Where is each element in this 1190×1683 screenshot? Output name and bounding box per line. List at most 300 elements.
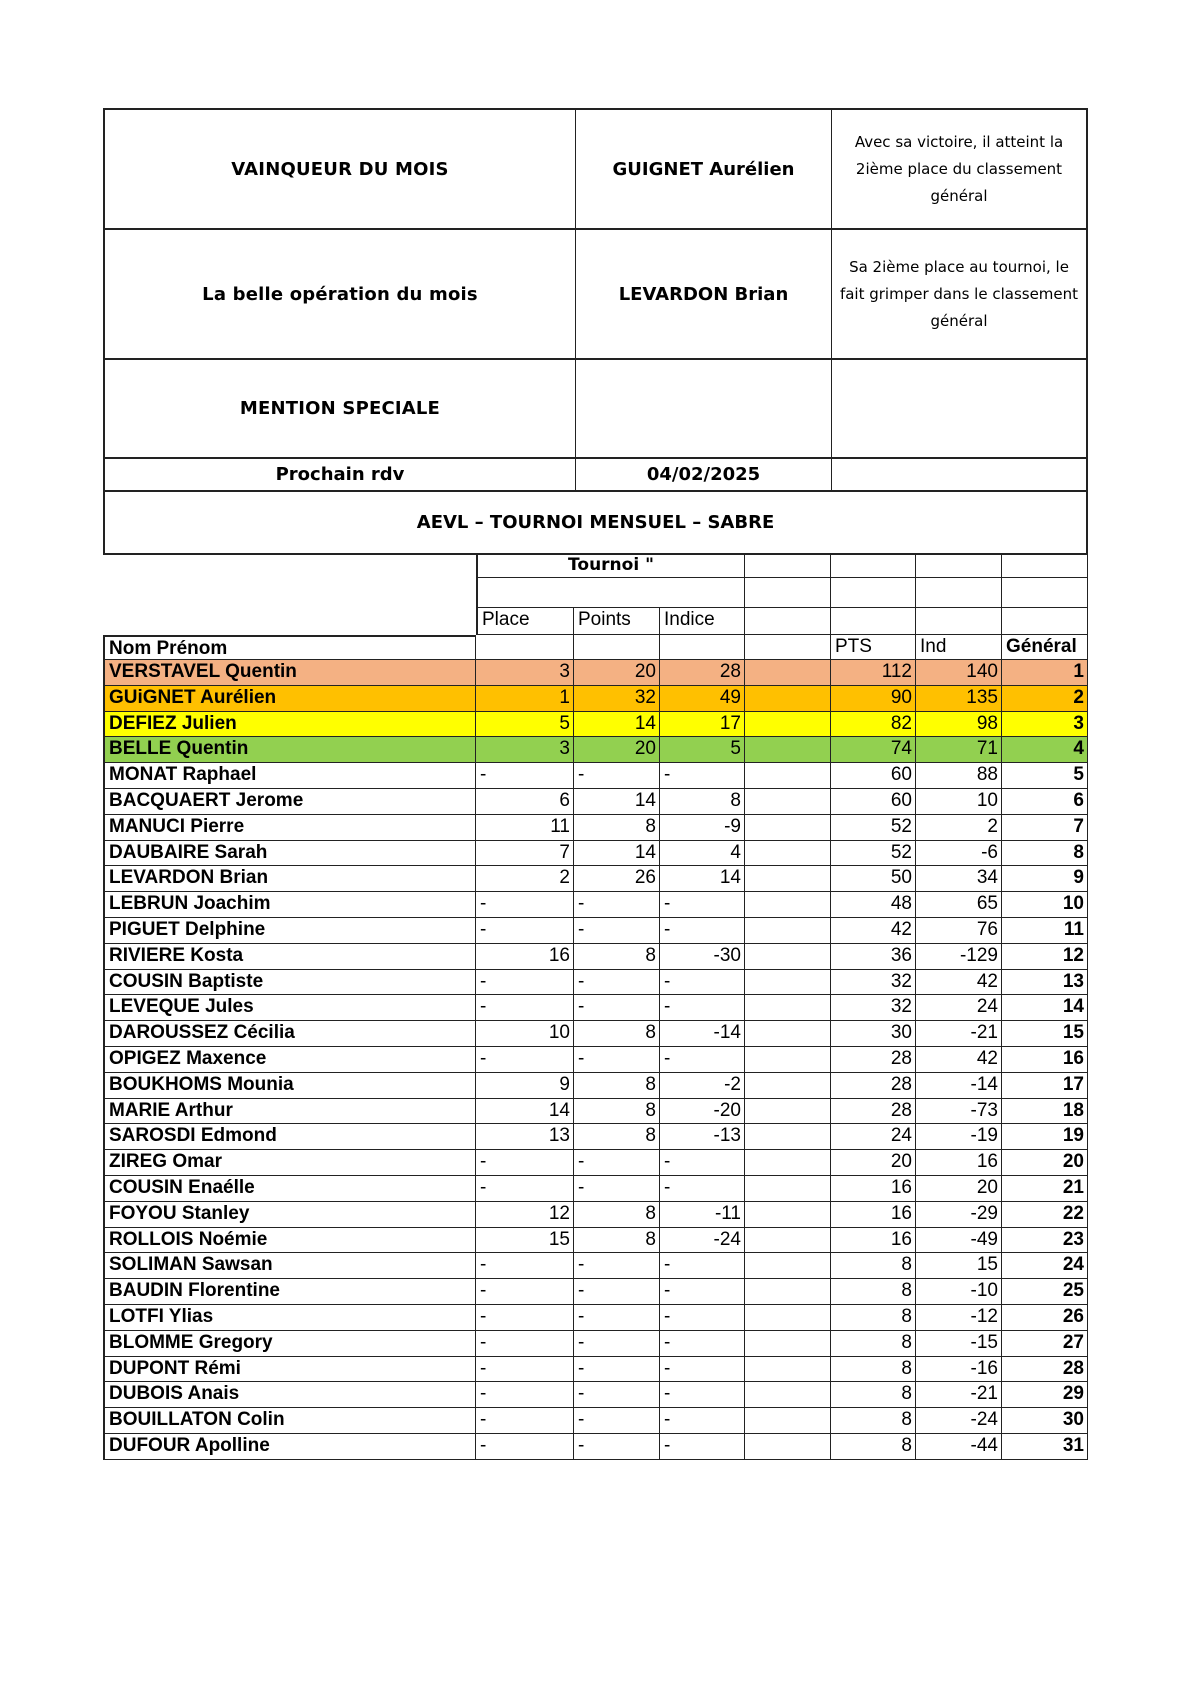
tournament-indice: -14 [660,1021,745,1047]
best-operation-name: LEVARDON Brian [576,230,832,358]
blank-cell [745,763,831,789]
table-row [103,995,1088,1021]
tournament-place: 9 [476,1073,574,1099]
tournament-place: - [476,1305,574,1331]
tournament-points: - [574,892,660,918]
total-ind: 16 [916,1150,1002,1176]
tournament-points: 32 [574,686,660,712]
total-pts: 52 [831,841,916,867]
summary-row-next-meeting [105,459,1086,492]
general-rank: 5 [1002,763,1088,789]
tournament-place: 10 [476,1021,574,1047]
table-row [103,1408,1088,1434]
total-ind: -73 [916,1099,1002,1125]
best-operation-note: Sa 2ième place au tournoi, le fait grimper dans le classement général [839,257,1079,330]
column-header-ind: Ind [916,635,1002,660]
player-name: COUSIN Enaélle [103,1176,476,1202]
total-pts: 48 [831,892,916,918]
tournament-points: 26 [574,866,660,892]
total-pts: 52 [831,815,916,841]
total-ind: -16 [916,1357,1002,1383]
total-pts: 8 [831,1331,916,1357]
tournament-indice: 4 [660,841,745,867]
player-name: RIVIERE Kosta [103,944,476,970]
player-name: BOUILLATON Colin [103,1408,476,1434]
table-row [103,1331,1088,1357]
winner-name: GUIGNET Aurélien [576,110,832,228]
general-rank: 21 [1002,1176,1088,1202]
tournament-indice: - [660,970,745,996]
table-row [103,841,1088,867]
player-name: BOUKHOMS Mounia [103,1073,476,1099]
player-name: DUBOIS Anais [103,1382,476,1408]
tournament-indice: -2 [660,1073,745,1099]
column-header-place: Place [476,608,574,635]
column-header-general: Général [1002,635,1088,660]
blank-cell [745,1253,831,1279]
player-name: LOTFI Ylias [103,1305,476,1331]
general-rank: 13 [1002,970,1088,996]
general-rank: 22 [1002,1202,1088,1228]
ranking-table [103,553,1088,1460]
tournament-indice: 28 [660,660,745,686]
tournament-points: 8 [574,1099,660,1125]
tournament-place: - [476,970,574,996]
tournament-indice: - [660,1305,745,1331]
tournament-indice: - [660,1382,745,1408]
total-ind: 34 [916,866,1002,892]
column-header-pts: PTS [831,635,916,660]
tournament-points: - [574,1357,660,1383]
tournament-points: - [574,918,660,944]
tournament-indice: - [660,892,745,918]
tournament-points: 8 [574,1202,660,1228]
tournament-points: 8 [574,1228,660,1254]
total-ind: -12 [916,1305,1002,1331]
tournament-points: - [574,1382,660,1408]
tournament-place: 3 [476,660,574,686]
tournament-points: 8 [574,1073,660,1099]
blank-cell [745,789,831,815]
general-rank: 17 [1002,1073,1088,1099]
tournament-place: - [476,1253,574,1279]
table-row [103,1434,1088,1460]
tournament-indice: -20 [660,1099,745,1125]
tournament-points: 8 [574,815,660,841]
blank-cell [745,918,831,944]
table-row [103,712,1088,738]
general-rank: 7 [1002,815,1088,841]
total-ind: -21 [916,1021,1002,1047]
blank-cell [745,1408,831,1434]
table-row [103,1124,1088,1150]
tournament-header-row [103,553,1088,578]
general-rank: 1 [1002,660,1088,686]
tournament-place: - [476,1434,574,1460]
tournament-indice: - [660,1150,745,1176]
general-rank: 30 [1002,1408,1088,1434]
winner-label: VAINQUEUR DU MOIS [105,110,576,228]
table-row [103,1253,1088,1279]
total-pts: 36 [831,944,916,970]
empty-header-row [103,578,1088,608]
total-pts: 16 [831,1228,916,1254]
player-name: MONAT Raphael [103,763,476,789]
tournament-points: 14 [574,712,660,738]
table-row [103,866,1088,892]
tournament-points: - [574,1279,660,1305]
player-name: BELLE Quentin [103,737,476,763]
tournament-indice: -9 [660,815,745,841]
total-ind: 20 [916,1176,1002,1202]
blank-cell [745,841,831,867]
summary-row-best-operation [105,230,1086,360]
tournament-indice: -30 [660,944,745,970]
total-ind: -21 [916,1382,1002,1408]
tournament-place: 2 [476,866,574,892]
blank-cell [745,1279,831,1305]
total-ind: -15 [916,1331,1002,1357]
general-rank: 28 [1002,1357,1088,1383]
tournament-place: - [476,892,574,918]
tournament-place: - [476,1176,574,1202]
blank-cell [745,1150,831,1176]
general-rank: 12 [1002,944,1088,970]
player-name: DAROUSSEZ Cécilia [103,1021,476,1047]
general-rank: 14 [1002,995,1088,1021]
total-pts: 50 [831,866,916,892]
tournament-points: - [574,1150,660,1176]
tournament-place: - [476,1047,574,1073]
column-header-points: Points [574,608,660,635]
tournament-points: - [574,970,660,996]
total-ind: 2 [916,815,1002,841]
total-ind: 42 [916,970,1002,996]
table-row [103,944,1088,970]
tournament-place: - [476,1150,574,1176]
total-ind: 42 [916,1047,1002,1073]
tournament-place: 7 [476,841,574,867]
total-pts: 28 [831,1099,916,1125]
tournament-points: 14 [574,841,660,867]
tournament-place: 1 [476,686,574,712]
total-pts: 8 [831,1357,916,1383]
general-rank: 24 [1002,1253,1088,1279]
total-pts: 60 [831,763,916,789]
special-mention-name [576,360,832,457]
total-ind: 65 [916,892,1002,918]
total-pts: 42 [831,918,916,944]
total-ind: -129 [916,944,1002,970]
blank-cell [745,1434,831,1460]
ranking-rows [103,660,1088,1460]
tournament-indice: - [660,1331,745,1357]
total-ind: 135 [916,686,1002,712]
tournament-place: 6 [476,789,574,815]
general-rank: 4 [1002,737,1088,763]
table-row [103,1279,1088,1305]
player-name: PIGUET Delphine [103,918,476,944]
best-operation-label: La belle opération du mois [105,230,576,358]
blank-cell [745,1124,831,1150]
tournament-points: - [574,1331,660,1357]
total-pts: 28 [831,1047,916,1073]
general-rank: 27 [1002,1331,1088,1357]
player-name: ZIREG Omar [103,1150,476,1176]
table-row [103,970,1088,996]
player-name: SOLIMAN Sawsan [103,1253,476,1279]
total-ind: 140 [916,660,1002,686]
player-name: ROLLOIS Noémie [103,1228,476,1254]
tournament-points: - [574,1305,660,1331]
total-pts: 82 [831,712,916,738]
player-name: DUFOUR Apolline [103,1434,476,1460]
blank-cell [745,1331,831,1357]
summary-row-special-mention [105,360,1086,459]
tournament-indice: - [660,1357,745,1383]
tournament-header: Tournoi " [476,553,745,578]
total-ind: -10 [916,1279,1002,1305]
total-pts: 112 [831,660,916,686]
table-row [103,1202,1088,1228]
general-rank: 29 [1002,1382,1088,1408]
general-rank: 31 [1002,1434,1088,1460]
total-pts: 30 [831,1021,916,1047]
total-ind: 98 [916,712,1002,738]
tournament-indice: - [660,1047,745,1073]
total-pts: 32 [831,995,916,1021]
subheader-row [103,608,1088,635]
table-row [103,1305,1088,1331]
blank-cell [745,686,831,712]
blank-cell [745,995,831,1021]
total-pts: 16 [831,1176,916,1202]
tournament-indice: - [660,995,745,1021]
blank-cell [745,1176,831,1202]
total-ind: -24 [916,1408,1002,1434]
blank-cell [745,1305,831,1331]
table-row [103,1099,1088,1125]
tournament-place: 5 [476,712,574,738]
blank-cell [745,737,831,763]
table-row [103,1073,1088,1099]
special-mention-note [832,360,1086,457]
blank-cell [745,1047,831,1073]
tournament-indice: 8 [660,789,745,815]
column-header-indice: Indice [660,608,745,635]
total-pts: 90 [831,686,916,712]
tournament-place: 11 [476,815,574,841]
table-row [103,1176,1088,1202]
tournament-indice: 17 [660,712,745,738]
tournament-place: - [476,995,574,1021]
tournament-indice: -13 [660,1124,745,1150]
total-ind: 10 [916,789,1002,815]
table-row [103,1357,1088,1383]
player-name: COUSIN Baptiste [103,970,476,996]
player-name: LEBRUN Joachim [103,892,476,918]
total-ind: -49 [916,1228,1002,1254]
tournament-points: - [574,995,660,1021]
next-meeting-label: Prochain rdv [105,459,576,490]
tournament-indice: 14 [660,866,745,892]
tournament-indice: -24 [660,1228,745,1254]
general-rank: 16 [1002,1047,1088,1073]
general-rank: 2 [1002,686,1088,712]
total-ind: 76 [916,918,1002,944]
total-ind: -29 [916,1202,1002,1228]
tournament-place: - [476,1357,574,1383]
table-row [103,737,1088,763]
total-pts: 28 [831,1073,916,1099]
general-rank: 10 [1002,892,1088,918]
tournament-indice: - [660,918,745,944]
tournament-points: 20 [574,737,660,763]
monthly-summary-box [103,108,1088,555]
total-pts: 16 [831,1202,916,1228]
general-rank: 3 [1002,712,1088,738]
tournament-indice: 5 [660,737,745,763]
tournament-points: - [574,1047,660,1073]
tournament-points: 14 [574,789,660,815]
winner-note: Avec sa victoire, il atteint la 2ième place du classement général [854,132,1064,205]
total-pts: 8 [831,1305,916,1331]
player-name: DAUBAIRE Sarah [103,841,476,867]
tournament-indice: -11 [660,1202,745,1228]
table-row [103,1021,1088,1047]
blank-cell [745,1382,831,1408]
table-row [103,686,1088,712]
table-row [103,918,1088,944]
general-rank: 9 [1002,866,1088,892]
tournament-indice: - [660,1176,745,1202]
blank-cell [745,1099,831,1125]
player-name: MARIE Arthur [103,1099,476,1125]
total-pts: 60 [831,789,916,815]
tournament-place: - [476,763,574,789]
blank-cell [745,1357,831,1383]
total-pts: 74 [831,737,916,763]
player-name: OPIGEZ Maxence [103,1047,476,1073]
column-header-name: Nom Prénom [103,635,476,660]
player-name: SAROSDI Edmond [103,1124,476,1150]
total-pts: 8 [831,1253,916,1279]
total-ind: 71 [916,737,1002,763]
table-row [103,1228,1088,1254]
tournament-points: - [574,1408,660,1434]
blank-cell [745,866,831,892]
tournament-indice: - [660,1408,745,1434]
player-name: BACQUAERT Jerome [103,789,476,815]
table-row [103,789,1088,815]
tournament-points: - [574,1434,660,1460]
blank-cell [745,1073,831,1099]
tournament-indice: - [660,763,745,789]
total-pts: 8 [831,1434,916,1460]
tournament-place: 16 [476,944,574,970]
tournament-place: - [476,918,574,944]
summary-row-title [105,492,1086,553]
general-rank: 19 [1002,1124,1088,1150]
special-mention-label: MENTION SPECIALE [105,360,576,457]
tournament-indice: - [660,1253,745,1279]
total-pts: 8 [831,1382,916,1408]
blank-cell [745,815,831,841]
column-header-row [103,635,1088,660]
blank-cell [745,1228,831,1254]
summary-row-winner [105,110,1086,230]
next-meeting-note [832,459,1086,490]
tournament-indice: - [660,1434,745,1460]
next-meeting-date: 04/02/2025 [576,459,832,490]
page-title: AEVL – TOURNOI MENSUEL – SABRE [416,512,775,533]
player-name: DUPONT Rémi [103,1357,476,1383]
general-rank: 26 [1002,1305,1088,1331]
tournament-points: - [574,1176,660,1202]
total-ind: -14 [916,1073,1002,1099]
blank-cell [745,944,831,970]
table-row [103,1047,1088,1073]
total-pts: 8 [831,1279,916,1305]
tournament-place: - [476,1331,574,1357]
tournament-indice: 49 [660,686,745,712]
general-rank: 15 [1002,1021,1088,1047]
tournament-place: - [476,1408,574,1434]
total-pts: 24 [831,1124,916,1150]
total-pts: 8 [831,1408,916,1434]
tournament-place: 14 [476,1099,574,1125]
total-pts: 20 [831,1150,916,1176]
blank-cell [745,712,831,738]
blank-cell [745,892,831,918]
table-row [103,1150,1088,1176]
total-pts: 32 [831,970,916,996]
player-name: MANUCI Pierre [103,815,476,841]
total-ind: 15 [916,1253,1002,1279]
player-name: BLOMME Gregory [103,1331,476,1357]
player-name: DEFIEZ Julien [103,712,476,738]
blank-cell [745,660,831,686]
tournament-place: 3 [476,737,574,763]
total-ind: -19 [916,1124,1002,1150]
table-row [103,660,1088,686]
table-row [103,892,1088,918]
general-rank: 20 [1002,1150,1088,1176]
player-name: BAUDIN Florentine [103,1279,476,1305]
general-rank: 11 [1002,918,1088,944]
general-rank: 8 [1002,841,1088,867]
blank-cell [745,970,831,996]
total-ind: -44 [916,1434,1002,1460]
tournament-indice: - [660,1279,745,1305]
general-rank: 23 [1002,1228,1088,1254]
total-ind: -6 [916,841,1002,867]
total-ind: 24 [916,995,1002,1021]
player-name: LEVARDON Brian [103,866,476,892]
table-row [103,815,1088,841]
blank-cell [745,1021,831,1047]
tournament-points: 8 [574,944,660,970]
player-name: VERSTAVEL Quentin [103,660,476,686]
tournament-place: - [476,1382,574,1408]
table-row [103,763,1088,789]
blank-cell [745,1202,831,1228]
general-rank: 18 [1002,1099,1088,1125]
tournament-points: - [574,1253,660,1279]
tournament-points: 8 [574,1021,660,1047]
total-ind: 88 [916,763,1002,789]
tournament-place: 15 [476,1228,574,1254]
